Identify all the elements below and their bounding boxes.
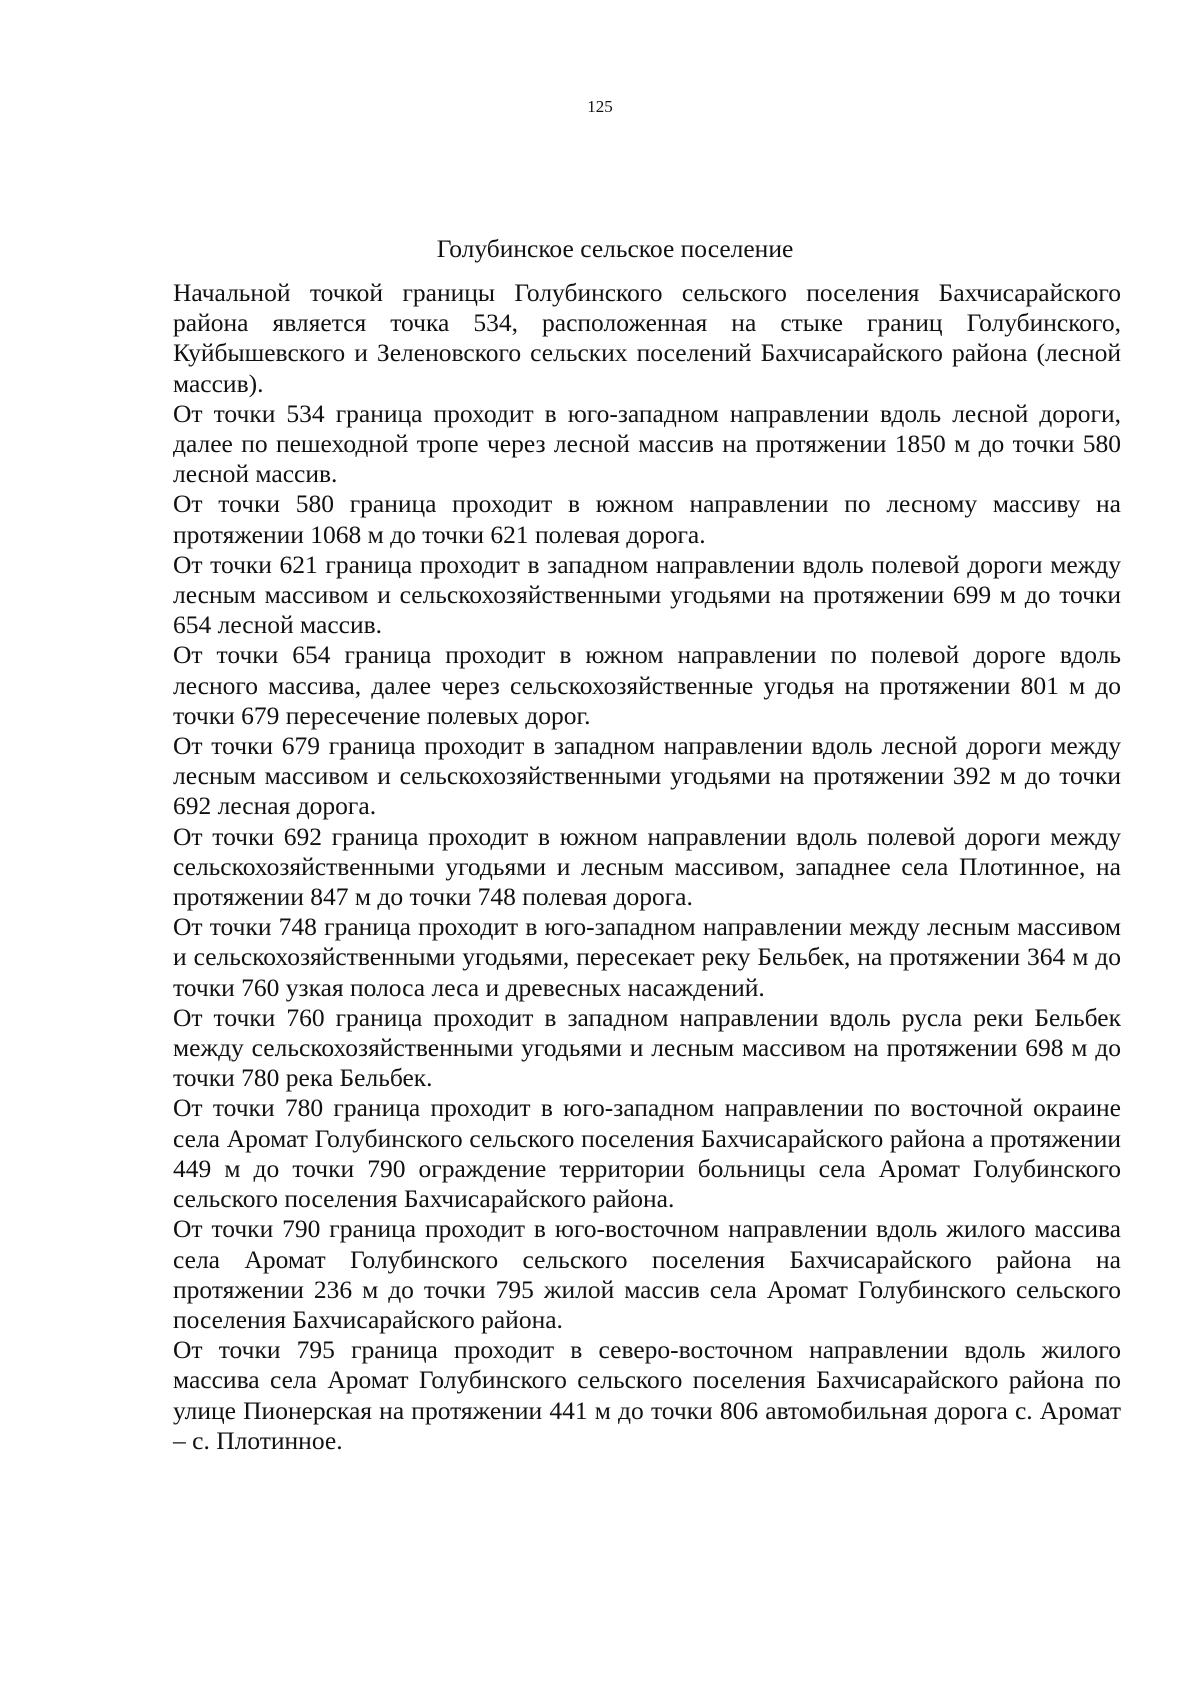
paragraph-2: От точки 534 граница проходит в юго-западном направлении вдоль лесной дороги, далее по пешеходной тропе через лесной массив на протяжении 1850 м до точки 580 лесной массив. [173,398,1121,489]
paragraph-8: От точки 748 граница проходит в юго-западном направлении между лесным массивом и сельскохозяйственными угодьями, пересекает реку Бельбек, на протяжении 364 м до точки 760 узкая полоса леса и древесных насаждений. [173,912,1121,1002]
paragraph-3: От точки 580 граница проходит в южном направлении по лесному массиву на протяжении 1068 м до точки 621 полевая дорога. [173,489,1121,549]
paragraph-11: От точки 790 граница проходит в юго-восточном направлении вдоль жилого массива села Аромат Голубинского сельского поселения Бахчисарайского района на протяжении 236 м до точки 795 жилой массив села Аромат Голубинского сельского поселения Бахчисарайского района. [173,1214,1121,1334]
paragraph-10: От точки 780 граница проходит в юго-западном направлении по восточной окраине села Аромат Голубинского сельского поселения Бахчисарайского района а протяжении 449 м до точки 790 ограждение территории больницы села Аромат Голубинского сельского поселения Бахчисарайского района. [173,1093,1121,1214]
document-body [173,278,1121,1456]
paragraph-4: От точки 621 граница проходит в западном направлении вдоль полевой дороги между лесным массивом и сельскохозяйственными угодьями на протяжении 699 м до точки 654 лесной массив. [173,549,1121,640]
paragraph-7: От точки 692 граница проходит в южном направлении вдоль полевой дороги между сельскохозяйственными угодьями и лесным массивом, западнее села Плотинное, на протяжении 847 м до точки 748 полевая дорога. [173,821,1121,912]
page-title: Голубинское сельское поселение [436,234,794,263]
paragraph-9: От точки 760 граница проходит в западном направлении вдоль русла реки Бельбек между сельскохозяйственными угодьями и лесным массивом на протяжении 698 м до точки 780 река Бельбек. [173,1002,1121,1093]
paragraph-6: От точки 679 граница проходит в западном направлении вдоль лесной дороги между лесным массивом и сельскохозяйственными угодьями на протяжении 392 м до точки 692 лесная дорога. [173,731,1121,821]
paragraph-12: От точки 795 граница проходит в северо-восточном направлении вдоль жилого массива села Аромат Голубинского сельского поселения Бахчисарайского района по улице Пионерская на протяжении 441 м до точки 806 автомобильная дорога с. Аромат – с. Плотинное. [173,1335,1121,1455]
page-number: 125 [587,97,613,116]
paragraph-1: Начальной точкой границы Голубинского сельского поселения Бахчисарайского района является точка 534, расположенная на стыке границ Голубинского, Куйбышевского и Зеленовского сельских поселений Бахчисарайского района (лесной массив). [173,278,1121,398]
paragraph-5: От точки 654 граница проходит в южном направлении по полевой дороге вдоль лесного массива, далее через сельскохозяйственные угодья на протяжении 801 м до точки 679 пересечение полевых дорог. [173,640,1121,730]
